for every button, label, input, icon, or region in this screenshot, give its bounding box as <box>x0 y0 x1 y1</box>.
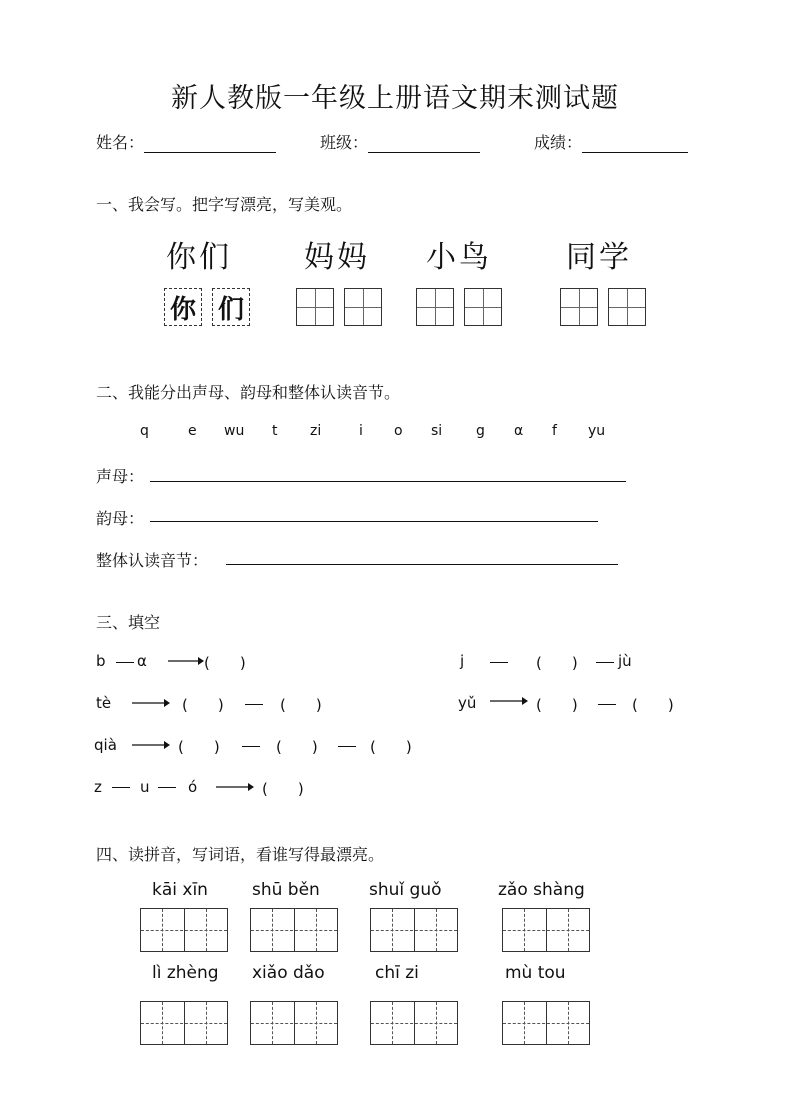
dash <box>112 787 130 788</box>
pinyin-item: q <box>140 423 149 439</box>
name-label: 姓名： <box>96 133 145 152</box>
shengmu-label: 声母： <box>96 467 145 486</box>
yunmu-answer-line[interactable] <box>150 521 598 522</box>
writing-box[interactable] <box>416 288 454 326</box>
writing-box[interactable] <box>560 288 598 326</box>
pinyin-word: zǎo shàng <box>498 880 585 900</box>
word-4: 同学 <box>566 240 632 275</box>
dash <box>158 787 176 788</box>
fill-b: b <box>96 652 106 670</box>
sample-char-2: 们 <box>212 288 250 326</box>
answer-paren[interactable]: ( ) <box>182 696 224 714</box>
writing-box[interactable] <box>464 288 502 326</box>
pinyin-item: t <box>272 423 278 439</box>
pinyin-word: shū běn <box>252 880 320 900</box>
pinyin-item: wu <box>224 423 245 439</box>
section-4-heading: 四、读拼音，写词语，看谁写得最漂亮。 <box>96 845 385 864</box>
dash <box>116 662 134 663</box>
writing-grid[interactable] <box>370 908 458 952</box>
word-1: 你们 <box>166 240 232 275</box>
pinyin-item: α <box>514 423 524 439</box>
writing-grid[interactable] <box>502 908 590 952</box>
arrow-icon <box>132 739 170 751</box>
pinyin-item: zi <box>310 423 322 439</box>
writing-grid[interactable] <box>140 908 228 952</box>
arrow-icon <box>168 655 204 667</box>
fill-z: z <box>94 778 102 796</box>
answer-paren[interactable]: ( ) <box>280 696 322 714</box>
page-title: 新人教版一年级上册语文期末测试题 <box>171 83 619 114</box>
answer-paren[interactable]: ( ) <box>370 738 412 756</box>
dash <box>245 704 263 705</box>
answer-paren[interactable]: ( ) <box>632 696 674 714</box>
dash <box>596 662 614 663</box>
arrow-icon <box>132 697 170 709</box>
word-2: 妈妈 <box>304 240 370 275</box>
fill-u: u <box>140 778 150 796</box>
zhengti-answer-line[interactable] <box>226 564 618 565</box>
arrow-icon <box>490 695 528 707</box>
fill-qia: qià <box>94 736 117 754</box>
answer-paren[interactable]: ( ) <box>276 738 318 756</box>
dash <box>598 704 616 705</box>
pinyin-item: o <box>394 423 403 439</box>
pinyin-item: si <box>431 423 443 439</box>
answer-paren[interactable]: ( ) <box>536 654 578 672</box>
writing-grid[interactable] <box>250 908 338 952</box>
pinyin-word: xiǎo dǎo <box>252 963 325 983</box>
arrow-icon <box>216 781 254 793</box>
name-blank[interactable] <box>144 136 276 153</box>
section-3-heading: 三、填空 <box>96 613 161 632</box>
writing-box[interactable] <box>296 288 334 326</box>
pinyin-item: i <box>359 423 363 439</box>
writing-grid[interactable] <box>370 1001 458 1045</box>
score-label: 成绩： <box>534 133 583 152</box>
pinyin-word: mù tou <box>505 963 566 983</box>
writing-grid[interactable] <box>502 1001 590 1045</box>
pinyin-word: kāi xīn <box>152 880 208 900</box>
pinyin-word: lì zhèng <box>152 963 219 983</box>
fill-te: tè <box>96 694 112 712</box>
class-label: 班级： <box>320 133 369 152</box>
pinyin-word: shuǐ guǒ <box>369 880 442 900</box>
fill-j: j <box>460 652 465 670</box>
pinyin-item: g <box>476 423 485 439</box>
fill-yu: yǔ <box>458 694 477 712</box>
class-blank[interactable] <box>368 136 480 153</box>
writing-grid[interactable] <box>250 1001 338 1045</box>
dash <box>490 662 508 663</box>
score-blank[interactable] <box>582 136 688 153</box>
answer-paren[interactable]: ( ) <box>536 696 578 714</box>
section-1-heading: 一、我会写。把字写漂亮，写美观。 <box>96 195 353 214</box>
fill-ju: jù <box>618 652 632 670</box>
pinyin-word: chī zi <box>375 963 419 983</box>
answer-paren[interactable]: ( ) <box>178 738 220 756</box>
fill-o: ó <box>188 778 198 796</box>
yunmu-label: 韵母： <box>96 509 145 528</box>
answer-paren[interactable]: ( ) <box>204 654 246 672</box>
shengmu-answer-line[interactable] <box>150 481 626 482</box>
sample-char-1: 你 <box>164 288 202 326</box>
fill-a: α <box>137 652 147 670</box>
writing-grid[interactable] <box>140 1001 228 1045</box>
section-2-heading: 二、我能分出声母、韵母和整体认读音节。 <box>96 383 401 402</box>
pinyin-item: e <box>188 423 197 439</box>
class-field[interactable] <box>320 130 480 153</box>
dash <box>242 746 260 747</box>
score-field[interactable] <box>534 130 688 153</box>
name-field[interactable] <box>96 130 276 153</box>
word-3: 小鸟 <box>426 240 492 275</box>
pinyin-item: yu <box>588 423 606 439</box>
pinyin-item: f <box>552 423 557 439</box>
dash <box>338 746 356 747</box>
zhengti-label: 整体认读音节： <box>96 551 209 570</box>
answer-paren[interactable]: ( ) <box>262 780 304 798</box>
writing-box[interactable] <box>344 288 382 326</box>
writing-box[interactable] <box>608 288 646 326</box>
